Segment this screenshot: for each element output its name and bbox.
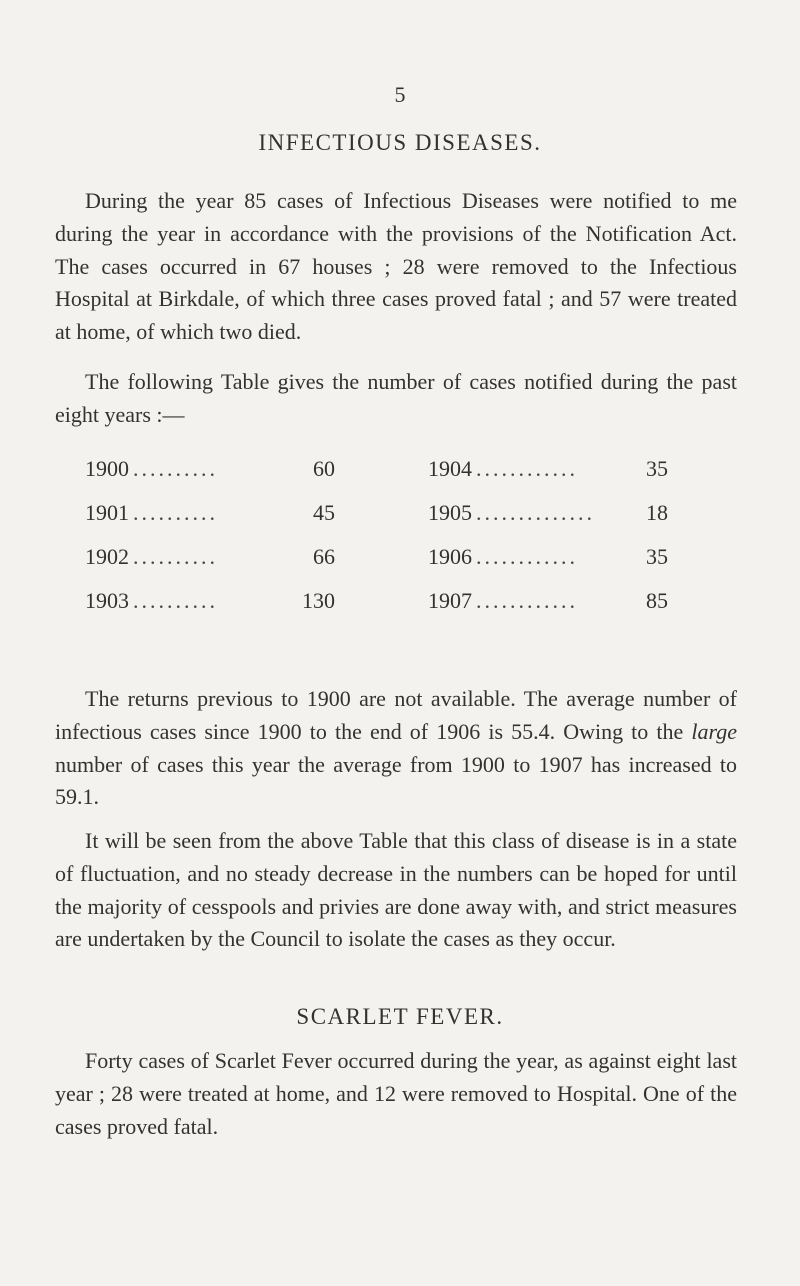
table-count: 35 <box>646 544 668 569</box>
paragraph-table-intro: The following Table gives the number of cases notified during the past eight years :— <box>55 369 737 427</box>
dot-leader: .......... <box>133 500 218 525</box>
emphasis-large: large <box>691 718 737 744</box>
table-row <box>85 544 335 570</box>
table-count: 85 <box>646 588 668 613</box>
table-year: 1906 <box>428 544 472 569</box>
table-row <box>428 500 668 526</box>
paragraph-scarlet-fever: Forty cases of Scarlet Fever occurred during the year, as against eight last year ; 28 were treated at home, and 12 were removed to Hospital. One of the cases proved fatal. <box>55 1048 737 1139</box>
table-year: 1900 <box>85 456 129 481</box>
table-count: 66 <box>313 544 335 569</box>
table-count: 45 <box>313 500 335 525</box>
table-year: 1902 <box>85 544 129 569</box>
dot-leader: .......... <box>133 456 218 481</box>
paragraph-averages-text-start: The returns previous to 1900 are not available. The average number of infectious cases since 1900 to the end of 1906 is 55.4. Owing to the <box>55 686 737 744</box>
table-row <box>85 500 335 526</box>
table-year: 1901 <box>85 500 129 525</box>
paragraph-averages <box>55 683 737 814</box>
table-year: 1907 <box>428 588 472 613</box>
table-count: 130 <box>302 588 335 613</box>
dot-leader: ............ <box>476 588 578 613</box>
table-row <box>85 588 335 614</box>
table-count: 18 <box>646 500 668 525</box>
dot-leader: ............ <box>476 456 578 481</box>
table-row <box>428 456 668 482</box>
table-count: 35 <box>646 456 668 481</box>
table-year: 1905 <box>428 500 472 525</box>
table-row <box>85 456 335 482</box>
page-number: 5 <box>394 82 406 107</box>
section-heading-infectious-diseases: INFECTIOUS DISEASES. <box>258 130 542 155</box>
dot-leader: .......... <box>133 588 218 613</box>
paragraph-averages-text-end: number of cases this year the average from 1900 to 1907 has increased to 59.1. <box>55 751 737 810</box>
table-count: 60 <box>313 456 335 481</box>
table-year: 1904 <box>428 456 472 481</box>
cases-by-year-table <box>0 456 800 616</box>
section-heading-scarlet-fever: SCARLET FEVER. <box>296 1004 504 1029</box>
table-year: 1903 <box>85 588 129 613</box>
paragraph-fluctuation: It will be seen from the above Table that this class of disease is in a state of fluctuation, and no steady decrease in the numbers can be hoped for until the majority of cesspools and privies are done away with, and strict measures are undertaken by the Council to isolate the cases as they occur. <box>55 828 737 952</box>
dot-leader: ............ <box>476 544 578 569</box>
paragraph-notifications-summary: During the year 85 cases of Infectious Diseases were notified to me during the year in accordance with the provisions of the Notification Act. The cases occurred in 67 houses ; 28 were removed to the Infectious Hospital at Birkdale, of which three cases proved fatal ; and 57 were treated at home, of which two died. <box>55 188 737 345</box>
table-row <box>428 544 668 570</box>
table-row <box>428 588 668 614</box>
dot-leader: .......... <box>133 544 218 569</box>
dot-leader: .............. <box>476 500 595 525</box>
